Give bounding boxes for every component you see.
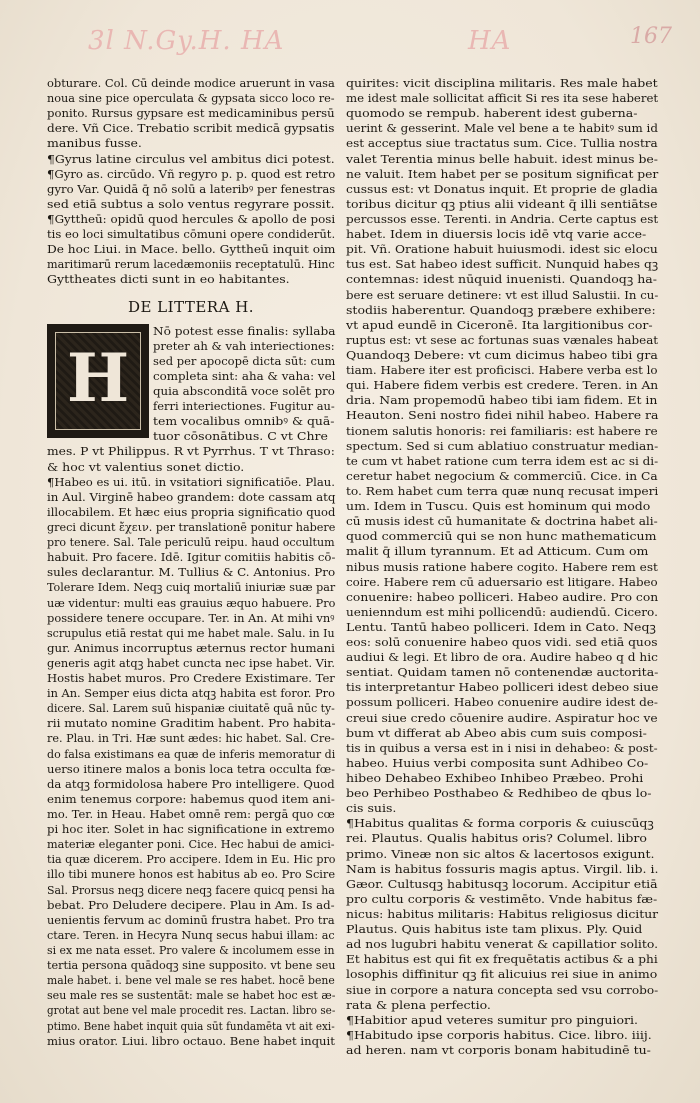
text-line: habet. Idem in diuersis locis idē vtq varie acce- bbox=[346, 228, 647, 242]
text-line: me idest male sollicitat afficit Si res ita sese haberet bbox=[346, 92, 659, 106]
text-line: beo Perhibeo Posthabeo & Redhibeo de qbus lo- bbox=[346, 787, 652, 801]
text-line: losophis diffinitur qꝫ fit alicuius rei siue in animo bbox=[346, 968, 658, 982]
text-line: primo. Vineæ non sic altos & lacertosos exigunt. bbox=[346, 847, 655, 861]
text-line: materiæ eleganter poni. Cice. Hec habui de amici- bbox=[47, 838, 335, 852]
text-line: cis suis. bbox=[346, 802, 397, 816]
text-line: ¶Gyrus latine circulus vel ambitus dici potest. bbox=[47, 152, 335, 166]
text-line: siue in corpore a natura concepta sed vsu corrobo- bbox=[346, 983, 659, 997]
text-line: rata & plena perfectio. bbox=[346, 998, 491, 1012]
right-column bbox=[346, 76, 658, 1076]
text-line: Quandoqꝫ Debere: vt cum dicimus habeo tibi gra bbox=[346, 348, 658, 362]
text-line: scrupulus etiā restat qui me habet male. Salu. in Iu bbox=[47, 626, 335, 640]
text-line: nibus musis ratione habere cogito. Habere rem est bbox=[346, 560, 658, 574]
initial-letter: H bbox=[66, 338, 130, 417]
text-line: seu male res se sustentāt: male se habet hoc est æ- bbox=[47, 989, 336, 1003]
left-entries-after-heading bbox=[47, 324, 335, 1049]
text-line: noua sine pice operculata & gypsata sicco loco re- bbox=[47, 92, 335, 106]
text-line: bum vt differat ab Abeo abis cum suis composi- bbox=[346, 726, 647, 740]
text-line: tiam. Habere iter est proficisci. Habere verba est lo bbox=[346, 364, 658, 378]
text-line: illo tibi munere honos est habitus ab eo. Pro Scire bbox=[47, 868, 336, 882]
text-line: tertia persona quādoqꝫ sine supposito. vt bene seu bbox=[47, 959, 336, 973]
section-heading: DE LITTERA H. bbox=[127, 297, 255, 316]
text-line: tem vocalibus omnibꝰ & quā- bbox=[153, 415, 335, 429]
text-line: do falsa existimans ea quæ de inferis memoratur di bbox=[47, 747, 336, 761]
text-line: toribus dicitur qꝫ ptius alii videant q̄ illi sentiātse bbox=[346, 197, 658, 211]
text-line: ad nos lugubri habitu venerat & capillatior solito. bbox=[346, 938, 659, 952]
text-line: tia quæ dicerem. Pro accipere. Idem in Eu. Hic pro bbox=[47, 853, 336, 867]
text-line: Gæor. Cultusqꝫ habitusqꝫ locorum. Accipitur etiā bbox=[346, 877, 658, 891]
text-line: habuit. Pro facere. Idē. Igitur comitiis habitis cō- bbox=[47, 551, 336, 565]
text-line: Gyttheates dicti sunt in eo habitantes. bbox=[47, 273, 290, 287]
text-line: ¶Habitus qualitas & forma corporis & cuiuscūqꝫ bbox=[346, 817, 654, 831]
text-line: Plautus. Quis habitus iste tam plixus. Ply. Quid bbox=[346, 923, 643, 937]
text-line: uerso itinere malos a bonis loca tetra occulta fœ- bbox=[47, 762, 336, 776]
text-line: habeo. Huius verbi composita sunt Adhibeo Co- bbox=[346, 756, 649, 770]
text-line: tuor cōsonātibus. C vt Chre bbox=[153, 430, 328, 444]
text-line: re. Plau. in Tri. Hæ sunt ædes: hic habet. Sal. Cre- bbox=[47, 732, 335, 746]
text-line: contemnas: idest nūquid inuenisti. Quandoqꝫ ha- bbox=[346, 273, 657, 287]
text-line: qui. Habere fidem verbis est credere. Teren. in An bbox=[346, 379, 659, 393]
text-line: Heauton. Seni nostro fidei nihil habeo. Habere ra bbox=[346, 409, 659, 423]
text-line: pro cultu corporis & vestimēto. Vnde habitus fæ- bbox=[346, 892, 658, 906]
text-line: quirites: vicit disciplina militaris. Res male habet bbox=[346, 77, 658, 90]
text-line: sules declarantur. M. Tullius & C. Antonius. Pro bbox=[47, 566, 336, 580]
text-line: male habet. i. bene vel male se res habet. hocē bene bbox=[47, 974, 335, 988]
text-line: malit q̄ illum tyrannum. Et ad Atticum. Cum om bbox=[346, 545, 649, 559]
text-line: ¶Gyttheū: opidū quod hercules & apollo de posi bbox=[47, 212, 336, 226]
text-line: ferri interiectiones. Fugitur au- bbox=[153, 400, 335, 414]
text-line: uerint & gesserint. Male vel bene a te habitꝰ sum id bbox=[346, 122, 658, 136]
text-line: ¶Habitior apud veteres sumitur pro pinguiori. bbox=[346, 1013, 639, 1027]
text-line: greci dicunt ἔχειν. per translationē ponitur habere bbox=[47, 520, 336, 534]
left-column bbox=[47, 76, 336, 1048]
text-line: creui siue credo cōuenire audire. Aspiratur hoc ve bbox=[346, 711, 658, 725]
text-line: Hostis habet muros. Pro Credere Existimare. Ter bbox=[47, 672, 335, 686]
text-line: maritimarū rerum lacedæmoniis receptatulū. Hinc bbox=[47, 258, 335, 272]
text-line: sed etiā subtus a solo ventus regyrare possit. bbox=[47, 197, 335, 211]
text-line: tis eo loci simultatibus cōmuni opere condiderūt. bbox=[47, 228, 336, 242]
text-line: hibeo Dehabeo Exhibeo Inhibeo Præbeo. Prohi bbox=[346, 772, 644, 786]
header-annotation-text: 3l N.Gy.H. HA bbox=[88, 26, 285, 56]
text-line: dria. Nam propemodū habeo tibi iam fidem. Et in bbox=[346, 394, 658, 408]
text-line: pi hoc iter. Solet in hac significatione in extremo bbox=[47, 823, 335, 837]
text-line: completa sint: aha & vaha: vel bbox=[153, 369, 336, 383]
text-line: possum polliceri. Habeo conuenire audire idest de- bbox=[346, 696, 659, 710]
text-line: Et habitus est qui fit ex frequētatis actibus & a phi bbox=[346, 953, 658, 967]
text-line: dicere. Sal. Larem suū hispaniæ ciuitatē quā nūc ty- bbox=[47, 702, 335, 716]
text-line: dere. Vñ Cice. Trebatio scribit medicā gypsatis bbox=[47, 122, 335, 136]
text-line: sentiat. Quidam tamen nō contenendæ auctorita- bbox=[346, 666, 659, 680]
text-line: ne valuit. Item habet per se positum significat per bbox=[346, 167, 659, 181]
text-line: sed per apocopē dicta sūt: cum bbox=[153, 354, 336, 368]
text-line: grotat aut bene vel male procedit res. Lactan. libro se- bbox=[47, 1004, 336, 1018]
text-line: tus est. Sat habeo idest sufficit. Nunquid habes qꝫ bbox=[346, 258, 659, 272]
text-line: est acceptus siue tractatus sum. Cice. Tullia nostra bbox=[346, 137, 658, 151]
text-line: manibus fusse. bbox=[47, 137, 142, 151]
text-line: tionem salutis honoris: rei familiaris: est habere re bbox=[346, 424, 658, 438]
text-line: Nō potest esse finalis: syllaba bbox=[153, 324, 336, 338]
text-line: quia absconditā voce solēt pro bbox=[153, 384, 335, 398]
text-line: uenienndum est mihi pollicendū: audiendū. Cicero. bbox=[346, 605, 658, 619]
text-line: si ex me nata esset. Pro valere & incolumem esse in bbox=[47, 944, 335, 958]
text-line: possidere tenere occupare. Ter. in An. At mihi vnꝰ bbox=[47, 611, 335, 625]
text-line: tis in quibus a versa est in i nisi in dehabeo: & post- bbox=[346, 741, 658, 755]
text-line: bere est seruare detinere: vt est illud Salustii. In cu- bbox=[346, 288, 659, 302]
text-line: ¶Habitudo ipse corporis habitus. Cice. libro. iiij. bbox=[346, 1028, 652, 1042]
text-line: ptimo. Bene habet inquit quia sūt fundamēta vt ait exi- bbox=[47, 1019, 335, 1033]
text-line: in An. Semper eius dicta atqꝫ habita est foror. Pro bbox=[47, 687, 335, 701]
text-line: in Aul. Virginē habeo grandem: dote cassam atq bbox=[47, 490, 336, 504]
text-line: cū musis idest cū humanitate & doctrina habet ali- bbox=[346, 515, 658, 529]
text-line: conuenire: habeo polliceri. Habeo audire. Pro con bbox=[346, 590, 659, 604]
text-line: vt apud eundē in Ciceronē. Ita largitionibus cor- bbox=[346, 318, 653, 332]
text-line: nicus: habitus militaris: Habitus religiosus dicitur bbox=[346, 908, 659, 922]
text-line: mes. P vt Philippus. R vt Pyrrhus. T vt Thraso: bbox=[47, 445, 335, 459]
text-line: Lentu. Tantū habeo polliceri. Idem in Cato. Neqꝫ bbox=[346, 620, 656, 634]
text-line: De hoc Liui. in Mace. bello. Gyttheū inquit oim bbox=[47, 243, 336, 257]
text-line: obturare. Col. Cū deinde modice aruerunt in vasa bbox=[47, 77, 335, 90]
text-line: illocabilem. Et hæc eius propria significatio quod bbox=[47, 505, 336, 519]
text-line: ceretur habet negocium & commerciū. Cice. in Ca bbox=[346, 469, 658, 483]
decorated-initial bbox=[47, 324, 149, 438]
text-line: ¶Gyro as. circūdo. Vñ regyro p. p. quod est retro bbox=[47, 167, 336, 181]
text-line: uæ videntur: multi eas grauius æquo habuere. Pro bbox=[47, 596, 336, 610]
text-line: gyro Var. Quidā q̄ nō solū a lateribꝰ per fenestras bbox=[47, 182, 336, 196]
text-line: gur. Animus incorruptus æternus rector humani bbox=[47, 641, 335, 655]
text-line: pit. Vñ. Oratione habuit huiusmodi. idest sic elocu bbox=[346, 243, 658, 257]
text-line: quomodo se rempub. haberent idest guberna- bbox=[346, 107, 638, 121]
text-line: ruptus est: vt sese ac fortunas suas vænales habeat bbox=[346, 333, 659, 347]
text-line: coire. Habere rem cū aduersario est litigare. Habeo bbox=[346, 575, 658, 589]
text-line: percussos esse. Terenti. in Andria. Certe captus est bbox=[346, 212, 659, 226]
text-line: Tolerare Idem. Neqꝫ cuiq mortaliū iniuriæ suæ par bbox=[47, 581, 336, 595]
text-line: um. Idem in Tuscu. Quis est hominum qui modo bbox=[346, 500, 651, 514]
text-line: & hoc vt valentius sonet dictio. bbox=[47, 460, 245, 474]
text-line: ponito. Rursus gypsare est medicaminibus persū bbox=[47, 107, 335, 121]
text-line: audiui & legi. Et libro de ora. Audire habeo q d hic bbox=[346, 651, 658, 665]
text-line: spectum. Sed si cum ablatiuo construatur median- bbox=[346, 439, 659, 453]
text-line: uenientis fervum ac dominū frustra habet. Pro tra bbox=[47, 913, 335, 927]
text-line: rei. Plautus. Qualis habitus oris? Columel. libro bbox=[346, 832, 647, 846]
text-line: eos: solū conuenire habeo quos vidi. sed etiā quos bbox=[346, 636, 658, 650]
text-line: enim tenemus corpore: habemus quod item ani- bbox=[47, 792, 335, 806]
text-line: da atqꝫ formidolosa habere Pro intelligere. Quod bbox=[47, 777, 335, 791]
text-line: stodiis haberentur. Quandoqꝫ præbere exhibere: bbox=[346, 303, 656, 317]
left-entries-before-heading bbox=[47, 76, 335, 288]
text-line: mius orator. Liui. libro octauo. Bene habet inquit bbox=[47, 1034, 335, 1048]
text-line: mo. Ter. in Heau. Habet omnē rem: pergā quo cœ bbox=[47, 808, 335, 822]
text-line: preter ah & vah interiectiones: bbox=[153, 339, 335, 353]
folio-number: 167 bbox=[630, 24, 672, 49]
text-line: tis interpretantur Habeo polliceri idest debeo siue bbox=[346, 681, 659, 695]
text-line: to. Rem habet cum terra quæ nunq recusat imperi bbox=[346, 484, 659, 498]
header-annotation bbox=[88, 26, 512, 60]
text-line: pro tenere. Sal. Tale periculū reipu. haud occultum bbox=[47, 536, 335, 550]
header-annotation-right: HA bbox=[468, 26, 512, 56]
text-line: bebat. Pro Deludere decipere. Plau in Am. Is ad- bbox=[47, 898, 335, 912]
text-line: ¶Habeo es ui. itū. in vsitatiori significatiōe. Plau. bbox=[47, 475, 335, 489]
text-line: cussus est: vt Donatus inquit. Et proprie de gladia bbox=[346, 182, 658, 196]
text-line: quod commerciū qui se non hunc mathematicum bbox=[346, 530, 657, 544]
text-line: generis agit atqꝫ habet cuncta nec ipse habet. Vir. bbox=[47, 656, 335, 670]
text-line: te cum vt habet ratione cum terra idem est ac si di- bbox=[346, 454, 659, 468]
text-line: ctare. Teren. in Hecyra Nunq secus habui illam: ac bbox=[47, 928, 335, 942]
text-line: Sal. Prorsus neqꝫ dicere neqꝫ facere quicq pensi ha bbox=[47, 883, 335, 897]
text-line: Nam is habitus fossuris magis aptus. Virgil. lib. i. bbox=[346, 862, 659, 876]
text-line: ad heren. nam vt corporis bonam habitudinē tu- bbox=[346, 1044, 651, 1057]
text-line: valet Terentia minus belle habuit. idest minus be- bbox=[346, 152, 658, 166]
text-line: rii mutato nomine Graditim habent. Pro habita- bbox=[47, 717, 336, 731]
